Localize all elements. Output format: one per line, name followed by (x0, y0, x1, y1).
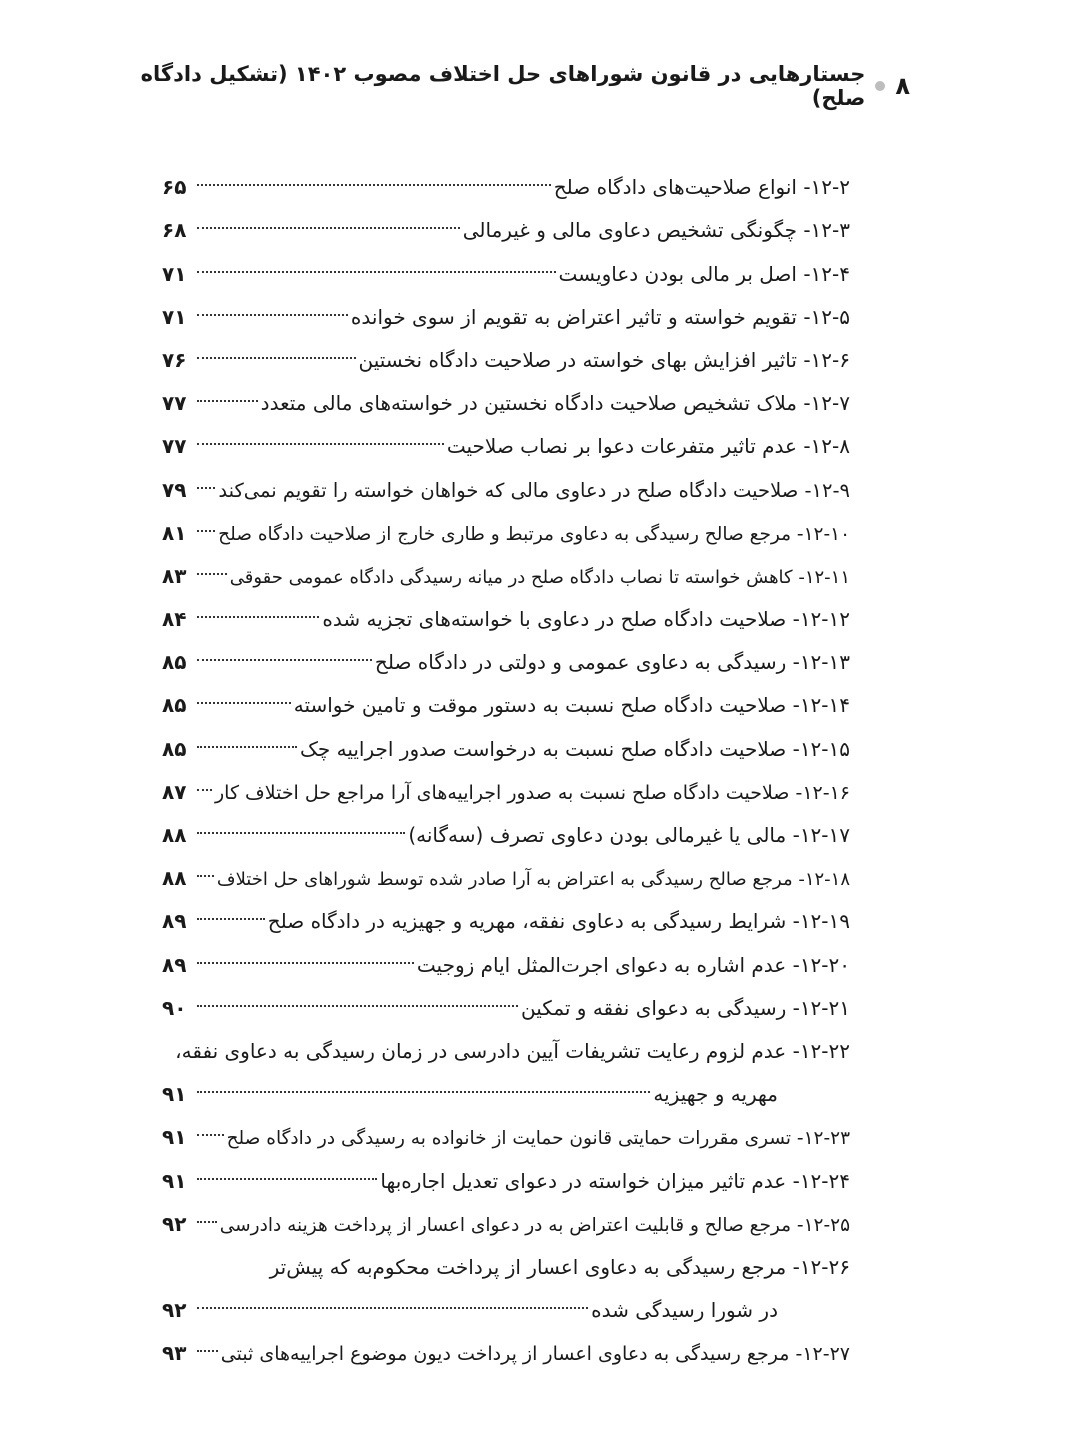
toc-entry (162, 804, 850, 847)
dot-leader (197, 227, 460, 229)
dot-leader (197, 530, 215, 532)
toc-entry-line (162, 286, 850, 329)
toc-entry-line (162, 933, 850, 976)
toc-page-number: ۹۱ (162, 1168, 187, 1193)
toc-page-number: ۹۲ (162, 1211, 187, 1236)
toc-entry-title: ۱۲-۲۰- عدم اشاره به دعوای اجرت‌المثل ایام زوجیت (416, 952, 850, 977)
toc-entry-continuation: مهریه و جهیزیه (653, 1082, 778, 1107)
dot-leader (197, 616, 319, 618)
table-of-contents (162, 156, 850, 1365)
toc-entry (162, 372, 850, 415)
toc-entry-title: ۱۲-۷- ملاک تشخیص صلاحیت دادگاه نخستین در خواسته‌های مالی متعدد (260, 391, 850, 416)
dot-leader (197, 357, 356, 359)
toc-entry-line (162, 890, 850, 933)
toc-entry-title: ۱۲-۲۶- مرجع رسیدگی به دعاوی اعسار از پرداخت محکوم‌به که پیش‌تر (269, 1254, 850, 1279)
toc-entry (162, 761, 850, 804)
toc-entry-line (162, 674, 850, 717)
dot-leader (197, 1005, 518, 1007)
toc-entry-line (162, 631, 850, 674)
running-header (120, 62, 910, 110)
toc-entry-title: ۱۲-۸- عدم تاثیر متفرعات دعوا بر نصاب صلاحیت (446, 434, 850, 459)
dot-leader (197, 1221, 217, 1223)
toc-page-number: ۹۱ (162, 1082, 187, 1107)
toc-entry-title: ۱۲-۳- چگونگی تشخیص دعاوی مالی و غیرمالی (462, 218, 850, 243)
toc-entry-line (162, 242, 850, 285)
toc-entry-line (162, 329, 850, 372)
toc-entry-line (162, 1236, 850, 1279)
toc-entry-line (162, 761, 850, 804)
dot-leader (197, 271, 556, 273)
toc-entry-line (162, 1149, 850, 1192)
dot-leader (197, 1307, 588, 1309)
toc-page-number: ۹۱ (162, 1125, 187, 1150)
toc-entry-line (162, 1279, 850, 1322)
toc-page-number: ۸۸ (162, 866, 187, 891)
toc-entry-line (162, 156, 850, 199)
toc-entry (162, 1193, 850, 1236)
toc-entry-title: ۱۲-۲۷- مرجع رسیدگی به دعاوی اعسار از پرداخت دیون موضوع اجراییه‌های ثبتی (220, 1343, 850, 1366)
dot-leader (197, 659, 372, 661)
toc-entry-title: ۱۲-۱۲- صلاحیت دادگاه صلح در دعاوی با خواسته‌های تجزیه شده (322, 607, 850, 632)
toc-entry (162, 415, 850, 458)
dot-leader (197, 400, 258, 402)
toc-entry-line (162, 1322, 850, 1365)
toc-page-number: ۸۴ (162, 607, 187, 632)
dot-leader (197, 1134, 224, 1136)
toc-entry-line (162, 415, 850, 458)
toc-entry (162, 545, 850, 588)
toc-entry-title: ۱۲-۱۷- مالی یا غیرمالی بودن دعاوی تصرف (سه‌گانه) (408, 823, 850, 847)
toc-page-number: ۸۷ (162, 779, 187, 804)
toc-page-number: ۷۹ (162, 477, 187, 502)
dot-leader (197, 487, 215, 489)
toc-entry (162, 1322, 850, 1365)
toc-entry-title: ۱۲-۱۹- شرایط رسیدگی به دعاوی نفقه، مهریه و جهیزیه در دادگاه صلح (267, 909, 850, 934)
toc-entry (162, 329, 850, 372)
dot-leader (197, 1091, 650, 1093)
toc-entry-title: ۱۲-۱۴- صلاحیت دادگاه صلح نسبت به دستور موقت و تامین خواسته (293, 693, 850, 718)
toc-entry (162, 502, 850, 545)
toc-entry (162, 588, 850, 631)
toc-entry (162, 977, 850, 1020)
toc-entry-title: ۱۲-۱۱- کاهش خواسته تا نصاب دادگاه صلح در میانه رسیدگی دادگاه عمومی حقوقی (229, 566, 850, 588)
toc-entry-title: ۱۲-۱۳- رسیدگی به دعاوی عمومی و دولتی در دادگاه صلح (374, 650, 850, 675)
toc-page-number: ۸۵ (162, 650, 187, 675)
dot-leader (197, 962, 414, 964)
toc-entry (162, 890, 850, 933)
toc-entry-title: ۱۲-۲۲- عدم لزوم رعایت تشریفات آیین دادرسی در زمان رسیدگی به دعاوی نفقه، (175, 1038, 850, 1063)
dot-leader (197, 184, 551, 186)
toc-page-number: ۶۵ (162, 175, 187, 200)
toc-entry-line (162, 804, 850, 847)
toc-entry (162, 1149, 850, 1192)
toc-entry-title: ۱۲-۲۴- عدم تاثیر میزان خواسته در دعوای تعدیل اجاره‌بها (380, 1168, 850, 1193)
toc-entry-line (162, 545, 850, 588)
toc-entry (162, 458, 850, 501)
toc-page-number: ۹۲ (162, 1298, 187, 1323)
toc-entry-title: ۱۲-۱۶- صلاحیت دادگاه صلح نسبت به صدور اجراییه‌های آرا مراجع حل اختلاف کار (215, 781, 850, 804)
dot-leader (197, 918, 265, 920)
toc-entry (162, 1106, 850, 1149)
toc-page-number: ۷۷ (162, 434, 187, 459)
toc-entry-line (162, 977, 850, 1020)
toc-entry (162, 242, 850, 285)
toc-entry-title: ۱۲-۲۳- تسری مقررات حمایتی قانون حمایت از خانواده به رسیدگی در دادگاه صلح (226, 1128, 850, 1150)
toc-entry-line (162, 458, 850, 501)
toc-entry-title: ۱۲-۶- تاثیر افزایش بهای خواسته در صلاحیت دادگاه نخستین (358, 347, 850, 372)
dot-leader (197, 702, 291, 704)
toc-entry-line (162, 199, 850, 242)
toc-page-number: ۶۸ (162, 218, 187, 243)
toc-page-number: ۷۷ (162, 391, 187, 416)
dot-leader (197, 443, 444, 445)
toc-page-number: ۹۰ (162, 995, 187, 1020)
dot-leader (197, 573, 227, 575)
toc-page-number: ۷۱ (162, 261, 187, 286)
toc-entry-title: ۱۲-۲- انواع صلاحیت‌های دادگاه صلح (553, 175, 850, 200)
page-number: ۸ (895, 72, 910, 100)
toc-entry (162, 1236, 850, 1322)
toc-entry-line (162, 502, 850, 545)
toc-entry-line (162, 372, 850, 415)
toc-page-number: ۷۱ (162, 304, 187, 329)
dot-leader (197, 1178, 377, 1180)
toc-entry (162, 717, 850, 760)
toc-entry (162, 631, 850, 674)
toc-entry-title: ۱۲-۲۵- مرجع صالح و قابلیت اعتراض به در دعوای اعسار از پرداخت هزینه دادرسی (219, 1214, 850, 1236)
toc-entry (162, 674, 850, 717)
dot-leader (197, 789, 212, 791)
toc-page-number: ۸۹ (162, 952, 187, 977)
toc-entry-line (162, 1106, 850, 1149)
toc-page-number: ۸۵ (162, 736, 187, 761)
toc-page-number: ۸۳ (162, 563, 187, 588)
dot-leader (197, 314, 348, 316)
toc-entry (162, 286, 850, 329)
toc-page-number: ۹۳ (162, 1341, 187, 1366)
toc-page-number: ۸۱ (162, 520, 187, 545)
toc-page-number: ۸۵ (162, 693, 187, 718)
toc-entry-line (162, 1193, 850, 1236)
toc-entry-line (162, 847, 850, 890)
toc-entry-title: ۱۲-۹- صلاحیت دادگاه صلح در دعاوی مالی که خواهان خواسته را تقویم نمی‌کند (218, 478, 850, 502)
dot-leader (197, 875, 214, 877)
toc-entry-title: ۱۲-۴- اصل بر مالی بودن دعاویست (558, 261, 850, 286)
toc-entry (162, 1020, 850, 1106)
toc-entry-title: ۱۲-۱۰- مرجع صالح رسیدگی به دعاوی مرتبط و طاری خارج از صلاحیت دادگاه صلح (218, 523, 850, 545)
toc-entry-continuation: در شورا رسیدگی شده (591, 1298, 778, 1323)
dot-leader (197, 746, 297, 748)
toc-entry-title: ۱۲-۱۵- صلاحیت دادگاه صلح نسبت به درخواست صدور اجراییه چک (299, 736, 850, 761)
toc-page-number: ۸۸ (162, 823, 187, 847)
toc-entry-line (162, 1020, 850, 1063)
toc-entry-line (162, 588, 850, 631)
bullet-dot-icon (875, 81, 885, 91)
toc-entry-title: ۱۲-۵- تقویم خواسته و تاثیر اعتراض به تقویم از سوی خوانده (350, 304, 850, 329)
toc-entry-title: ۱۲-۱۸- مرجع صالح رسیدگی به اعتراض به آرا صادر شده توسط شوراهای حل اختلاف (216, 869, 850, 891)
toc-entry-line (162, 717, 850, 760)
toc-entry (162, 847, 850, 890)
toc-entry-line (162, 1063, 850, 1106)
toc-entry-title: ۱۲-۲۱- رسیدگی به دعوای نفقه و تمکین (521, 995, 850, 1020)
toc-entry (162, 933, 850, 976)
toc-entry (162, 199, 850, 242)
dot-leader (197, 832, 405, 834)
toc-page-number: ۷۶ (162, 347, 187, 372)
toc-entry (162, 156, 850, 199)
dot-leader (197, 1350, 218, 1352)
book-title: جستارهایی در قانون شوراهای حل اختلاف مصوب ۱۴۰۲ (تشکیل دادگاه صلح) (140, 62, 866, 110)
toc-page-number: ۸۹ (162, 909, 187, 934)
